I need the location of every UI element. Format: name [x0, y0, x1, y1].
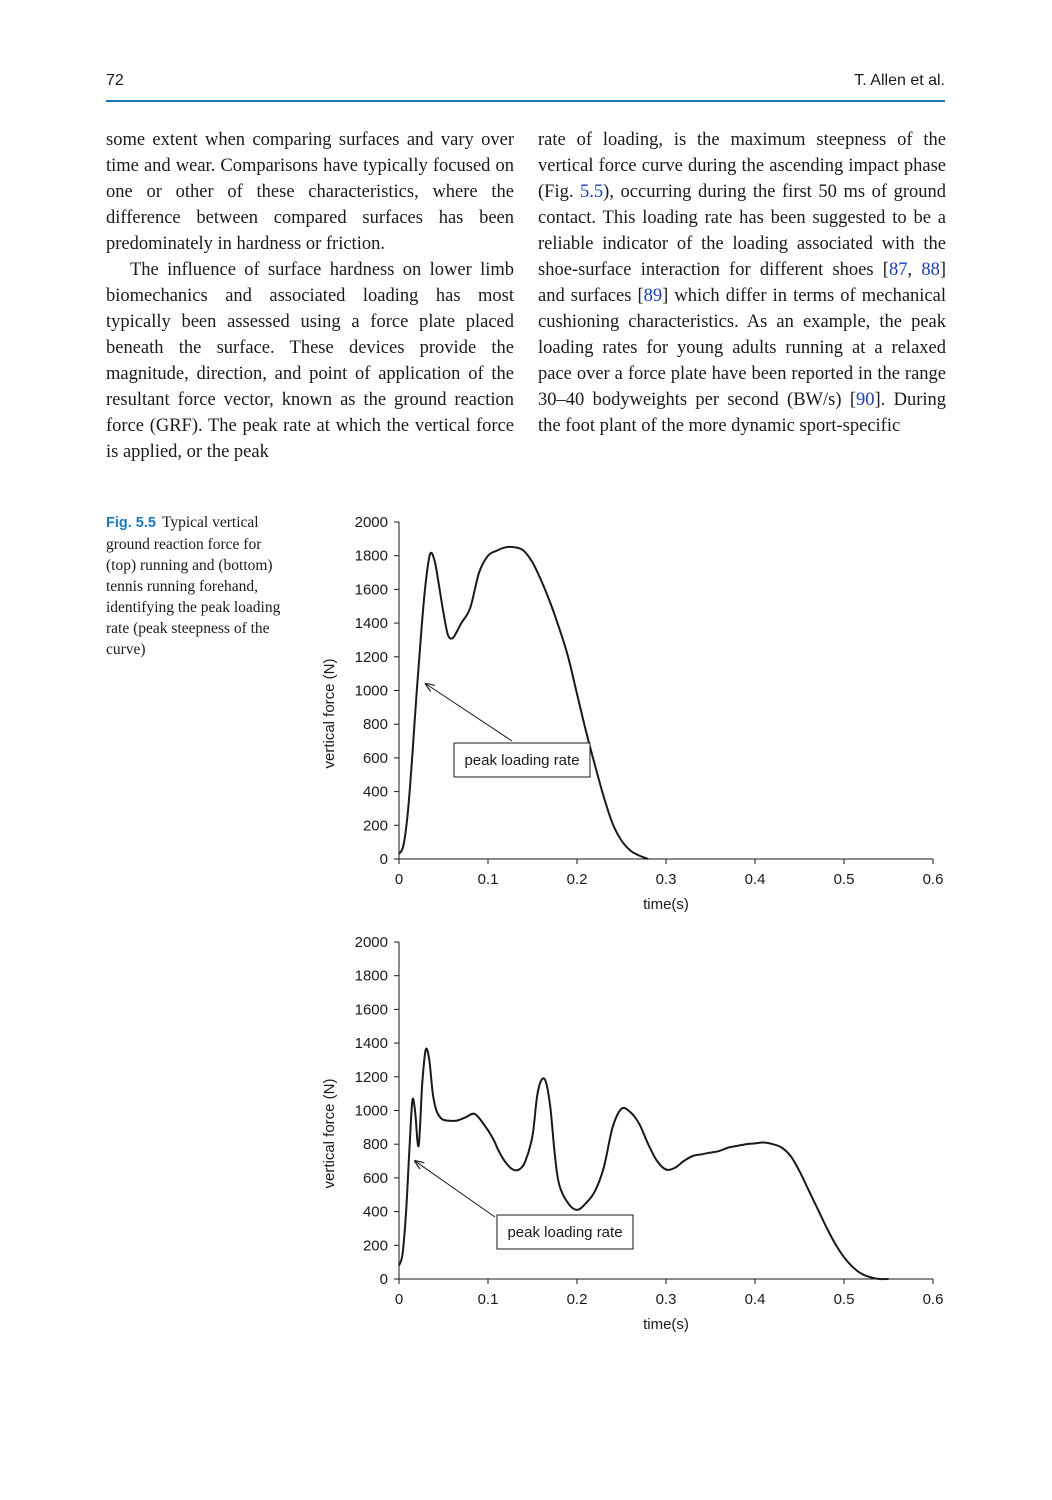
annotation-text: peak loading rate — [464, 752, 580, 769]
citation-link-87[interactable]: 87 — [888, 260, 908, 280]
x-tick-label: 0.2 — [566, 1291, 588, 1308]
text-run: , — [907, 260, 922, 280]
x-tick-label: 0.5 — [833, 1291, 855, 1308]
page-number: 72 — [106, 72, 124, 89]
y-tick-label: 1800 — [354, 547, 388, 565]
text-run: ] which differ in terms of mechanical cushioning characteristics. As an example, the peak loading rates for young adults running at a relaxed pace over a force plate have been reported in the range 30–40 bodyweights per second (BW/s) [ — [538, 286, 946, 410]
text-run: ), occurring during the first 50 ms of ground contact. This loading rate has been suggested to be a reliable indicator of the loading associated with the shoe-surface interaction for different shoes [ — [538, 182, 946, 280]
text-run: rate of loading, is the maximum steepness of the vertical force curve during the ascending impact phase (Fig. — [538, 130, 946, 202]
running-head: T. Allen et al. — [854, 72, 945, 89]
annotation-text: peak loading rate — [507, 1224, 623, 1241]
y-tick-label: 1400 — [354, 615, 388, 633]
series-line — [399, 1049, 889, 1280]
y-tick-label: 400 — [362, 1203, 388, 1221]
y-tick-label: 800 — [362, 716, 388, 734]
x-tick-label: 0.2 — [566, 871, 588, 888]
paragraph: The influence of surface hardness on lower limb biomechanics and associated loading has most typically been assessed using a force plate placed beneath the surface. These devices provide the magnitude, direction, and point of application of the resultant force vector, known as the ground reaction force (GRF). The peak rate at which the vertical force is applied, or the peak — [106, 260, 514, 462]
annotation-arrow — [415, 1161, 495, 1217]
x-tick-label: 0 — [394, 871, 404, 888]
citation-link-89[interactable]: 89 — [643, 286, 663, 306]
x-tick-label: 0.3 — [655, 1291, 677, 1308]
y-tick-label: 1200 — [354, 1068, 388, 1086]
y-axis-label: vertical force (N) — [321, 1078, 338, 1189]
y-tick-label: 0 — [379, 851, 388, 868]
x-tick-label: 0.6 — [922, 871, 944, 888]
figure-link[interactable]: 5.5 — [580, 182, 604, 202]
y-tick-label: 1000 — [354, 1102, 388, 1120]
x-tick-label: 0.4 — [744, 871, 766, 888]
y-tick-label: 800 — [362, 1136, 388, 1154]
x-tick-label: 0.4 — [744, 1291, 766, 1308]
x-tick-label: 0 — [394, 1291, 404, 1308]
x-axis-label: time(s) — [643, 1316, 689, 1333]
y-tick-label: 200 — [362, 817, 388, 835]
series-line — [399, 547, 648, 859]
y-tick-label: 600 — [362, 749, 388, 767]
y-tick-label: 600 — [362, 1169, 388, 1187]
y-axis-label: vertical force (N) — [321, 658, 338, 769]
y-tick-label: 1800 — [354, 967, 388, 985]
paragraph: some extent when comparing surfaces and vary over time and wear. Comparisons have typically focused on one or other of these characteristics, where the difference between compared surfaces has been predominately in hardness or friction. — [106, 130, 514, 254]
y-tick-label: 2000 — [354, 934, 388, 951]
y-tick-label: 1600 — [354, 581, 388, 599]
x-tick-label: 0.1 — [477, 871, 499, 888]
figure-label: Fig. 5.5 — [106, 515, 156, 531]
text-run: ]. During the foot plant of the more dynamic sport-specific — [538, 390, 946, 436]
y-tick-label: 200 — [362, 1237, 388, 1255]
y-tick-label: 400 — [362, 783, 388, 801]
chart-running — [321, 514, 943, 913]
y-tick-label: 2000 — [354, 514, 388, 531]
y-tick-label: 1600 — [354, 1001, 388, 1019]
y-tick-label: 1000 — [354, 682, 388, 700]
chart-tennis-forehand — [321, 934, 943, 1333]
citation-link-90[interactable]: 90 — [855, 390, 875, 410]
citation-link-88[interactable]: 88 — [921, 260, 940, 280]
x-tick-label: 0.5 — [833, 871, 855, 888]
x-tick-label: 0.6 — [922, 1291, 944, 1308]
text-run: ] and surfaces [ — [538, 260, 947, 306]
x-tick-label: 0.3 — [655, 871, 677, 888]
x-axis-label: time(s) — [643, 896, 689, 913]
caption-text: Typical vertical ground reaction force for (top) running and (bottom) tennis running forehand, identifying the peak loading rate (peak steepness of the curve) — [106, 514, 281, 658]
x-tick-label: 0.1 — [477, 1291, 499, 1308]
y-tick-label: 1400 — [354, 1035, 388, 1053]
annotation-arrow — [426, 684, 512, 741]
y-tick-label: 0 — [379, 1271, 388, 1288]
y-tick-label: 1200 — [354, 648, 388, 666]
